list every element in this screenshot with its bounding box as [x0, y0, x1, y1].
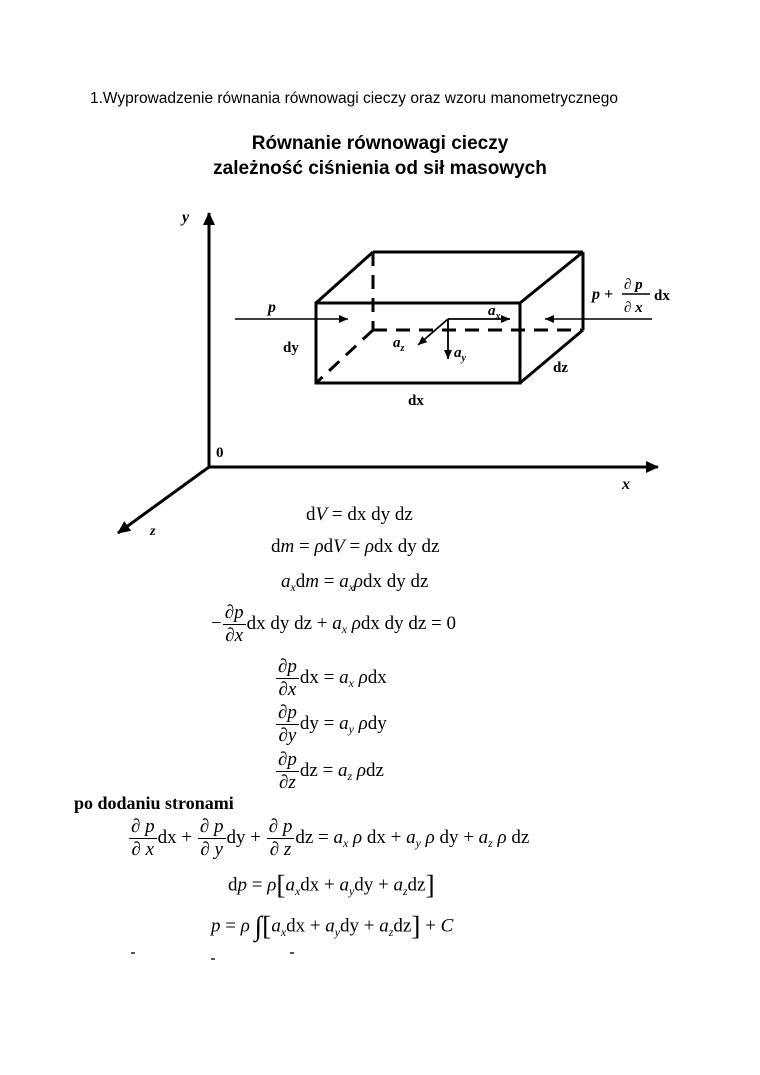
svg-text:p +: p + [592, 286, 614, 303]
ay-label [454, 345, 467, 364]
equation-integral: p = ρ $\int[a_xdx + a_ydy + a_zdz] + C$ [211, 910, 454, 941]
svg-text:∂ x: ∂ x [624, 300, 643, 316]
svg-text:∂ p: ∂ p [624, 277, 643, 293]
svg-text:dx: dx [654, 288, 670, 304]
equation-mass: dm = ρdV = ρdx dy dz [271, 536, 440, 557]
origin-label: 0 [216, 445, 224, 461]
dz-label: dz [553, 360, 568, 376]
axis-x-label: x [622, 476, 630, 493]
section-heading: 1.Wyprowadzenie równania równowagi cieczy oraz wzoru manometrycznego [90, 90, 618, 107]
fluid-element-diagram [0, 195, 760, 555]
title-line-2: zależność ciśnienia od sił masowych [213, 158, 547, 179]
dx-label: dx [408, 393, 424, 409]
equation-dp: dp = $\rho[a_xdx + a_ydy + a_zdz]$ [228, 869, 435, 900]
p-right-label [590, 277, 670, 316]
note-adding-sides: po dodaniu stronami [74, 793, 234, 813]
stray-mark [131, 952, 135, 954]
z-axis [118, 467, 209, 533]
equation-sum: $\frac{\partial p}{\partial x}$ dx + $\frac{\partial p}{\partial y}$ dy + $\frac{\partial p}{\partial z}$ dz = $a_x$ ρ dx + $a_y$ ρ dy + $a_z$ ρ dz [131, 816, 530, 860]
equation-force-x: $a_xdm = a_x\rho dx$ dy dz [281, 571, 429, 595]
box-edge [520, 252, 583, 303]
svg-text:az: $a_z$ [393, 335, 405, 354]
p-left-label: p [268, 299, 276, 316]
box-edge [316, 252, 373, 303]
title-line-1: Równanie równowagi cieczy [251, 133, 509, 154]
equation-partial-y: $\frac{\partial p}{\partial y}$ dy = $a_y$ ρdy [278, 702, 387, 746]
equation-partial-z: $\frac{\partial p}{\partial z}$ dz = $a_z$ ρdz [278, 749, 384, 793]
svg-text:ay: $a_y$ [454, 345, 466, 364]
box-edge [520, 330, 583, 383]
box-hidden-edge [316, 330, 373, 383]
equation-volume: dV = dx dy dz [306, 504, 413, 525]
az-vector [418, 319, 448, 345]
az-label [393, 335, 405, 354]
svg-text:ax: $a_x$ [488, 303, 501, 322]
stray-mark [290, 952, 294, 954]
equation-partial-x: $\frac{\partial p}{\partial x}$ dx = $a_x$ ρdx [278, 656, 387, 700]
axis-y-label: y [182, 209, 190, 226]
axis-z-label: z [150, 524, 156, 539]
equation-balance-x: − $\frac{\partial p}{\partial x}$ dx dy dz + $a_x$ ρdx dy dz = 0 [211, 602, 457, 646]
stray-mark [211, 958, 215, 960]
dy-label: dy [283, 340, 299, 356]
